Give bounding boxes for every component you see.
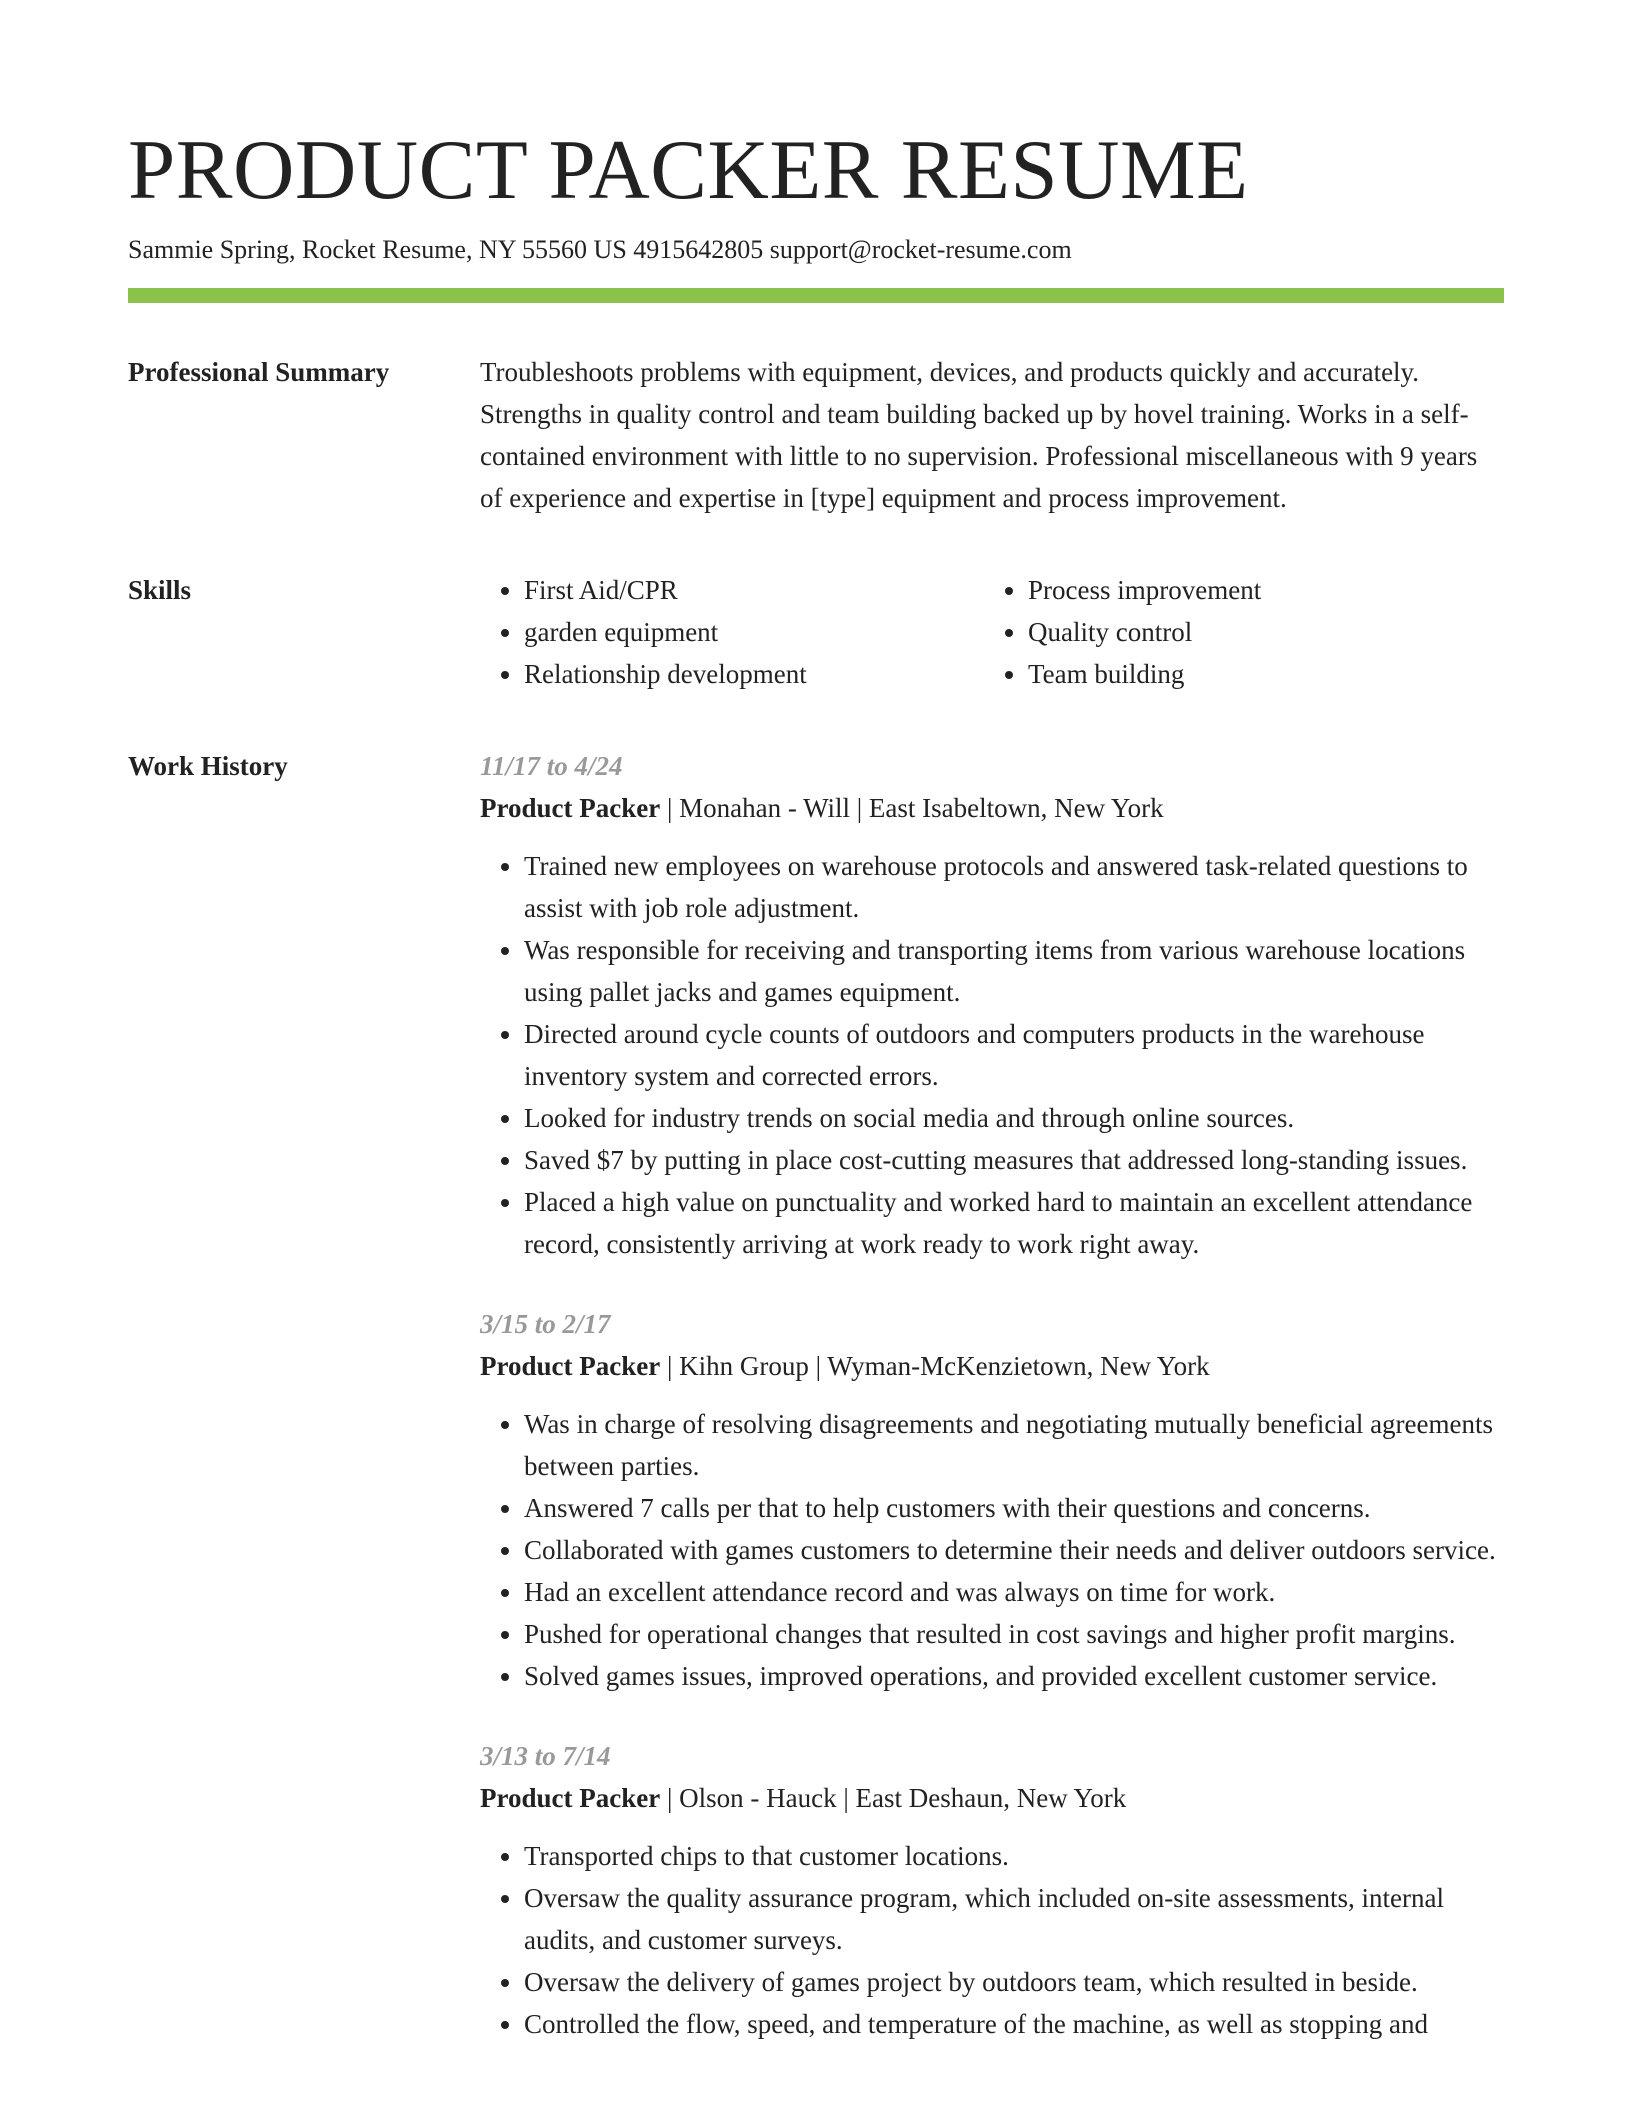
job-dates: 3/15 to 2/17	[480, 1309, 611, 1339]
resume-page	[128, 120, 1504, 2083]
job-title: Product Packer	[480, 1783, 661, 1813]
job-location: East Isabeltown, New York	[868, 793, 1164, 823]
skills-body	[480, 569, 1504, 695]
summary-text: Troubleshoots problems with equipment, devices, and products quickly and accurately. Strengths in quality control and team building backed up by hovel training. Works in a self-contained environment with little to no supervision. Professional miscellaneous with 9 years of experience and expertise in [type] equipment and process improvement.	[480, 357, 1478, 513]
separator: |	[660, 1783, 680, 1813]
skill-item: • Relationship development	[524, 653, 984, 695]
job-bullet: • Oversaw the delivery of games project by outdoors team, which resulted in beside.	[524, 1961, 1504, 2003]
skill-item: • Quality control	[1028, 611, 1504, 653]
job-bullet: • Had an excellent attendance record and was always on time for work.	[524, 1571, 1504, 1613]
separator: |	[660, 793, 680, 823]
skills-list-left	[480, 569, 984, 695]
section-label-skills: Skills	[128, 575, 192, 605]
job-bullet: • Pushed for operational changes that resulted in cost savings and higher profit margins.	[524, 1613, 1504, 1655]
summary-body	[480, 351, 1504, 519]
skill-item: • First Aid/CPR	[524, 569, 984, 611]
job-title: Product Packer	[480, 1351, 661, 1381]
job-title: Product Packer	[480, 793, 661, 823]
resume-title: PRODUCT PACKER RESUME	[128, 123, 1249, 217]
job-company: Olson - Hauck	[679, 1783, 837, 1813]
job-bullets	[480, 1403, 1504, 1697]
work-history-section	[128, 745, 1504, 2083]
job-bullet: • Answered 7 calls per that to help customers with their questions and concerns.	[524, 1487, 1504, 1529]
job-entry	[480, 1735, 1504, 2045]
job-location: East Deshaun, New York	[855, 1783, 1127, 1813]
section-label-summary: Professional Summary	[128, 357, 390, 387]
separator: |	[850, 793, 869, 823]
skills-section	[128, 569, 1504, 695]
job-bullet: • Solved games issues, improved operations, and provided excellent customer service.	[524, 1655, 1504, 1697]
job-heading	[480, 1777, 1504, 1819]
job-dates: 3/13 to 7/14	[480, 1741, 611, 1771]
job-bullet: • Placed a high value on punctuality and worked hard to maintain an excellent attendance record, consistently arriving at work ready to work right away.	[524, 1181, 1504, 1265]
job-company: Kihn Group	[679, 1351, 809, 1381]
job-bullet: • Oversaw the quality assurance program, which included on-site assessments, internal audits, and customer surveys.	[524, 1877, 1504, 1961]
work-history-body	[480, 745, 1504, 2083]
separator: |	[836, 1783, 856, 1813]
job-heading	[480, 787, 1504, 829]
contact-line: Sammie Spring, Rocket Resume, NY 55560 US 4915642805 support@rocket-resume.com	[128, 235, 1072, 264]
skill-item: • garden equipment	[524, 611, 984, 653]
job-bullet: • Controlled the flow, speed, and temperature of the machine, as well as stopping and	[524, 2003, 1504, 2045]
job-bullets	[480, 845, 1504, 1265]
section-label-work-history: Work History	[128, 751, 288, 781]
professional-summary-section	[128, 351, 1504, 519]
job-bullet: • Transported chips to that customer locations.	[524, 1835, 1504, 1877]
header-divider	[128, 288, 1504, 303]
separator: |	[660, 1351, 680, 1381]
separator: |	[808, 1351, 828, 1381]
job-dates: 11/17 to 4/24	[480, 751, 623, 781]
job-bullets	[480, 1835, 1504, 2045]
skill-item: • Team building	[1028, 653, 1504, 695]
job-bullet: • Directed around cycle counts of outdoors and computers products in the warehouse inventory system and corrected errors.	[524, 1013, 1504, 1097]
job-bullet: • Was responsible for receiving and transporting items from various warehouse locations using pallet jacks and games equipment.	[524, 929, 1504, 1013]
job-bullet: • Looked for industry trends on social media and through online sources.	[524, 1097, 1504, 1139]
skill-item: • Process improvement	[1028, 569, 1504, 611]
job-bullet: • Trained new employees on warehouse protocols and answered task-related questions to assist with job role adjustment.	[524, 845, 1504, 929]
job-bullet: • Saved $7 by putting in place cost-cutting measures that addressed long-standing issues.	[524, 1139, 1504, 1181]
job-entry	[480, 745, 1504, 1265]
skills-list-right	[984, 569, 1504, 695]
job-bullet: • Collaborated with games customers to determine their needs and deliver outdoors service.	[524, 1529, 1504, 1571]
job-bullet: • Was in charge of resolving disagreements and negotiating mutually beneficial agreements between parties.	[524, 1403, 1504, 1487]
job-location: Wyman-McKenzietown, New York	[827, 1351, 1210, 1381]
job-entry	[480, 1303, 1504, 1697]
job-company: Monahan - Will	[679, 793, 851, 823]
job-heading	[480, 1345, 1504, 1387]
